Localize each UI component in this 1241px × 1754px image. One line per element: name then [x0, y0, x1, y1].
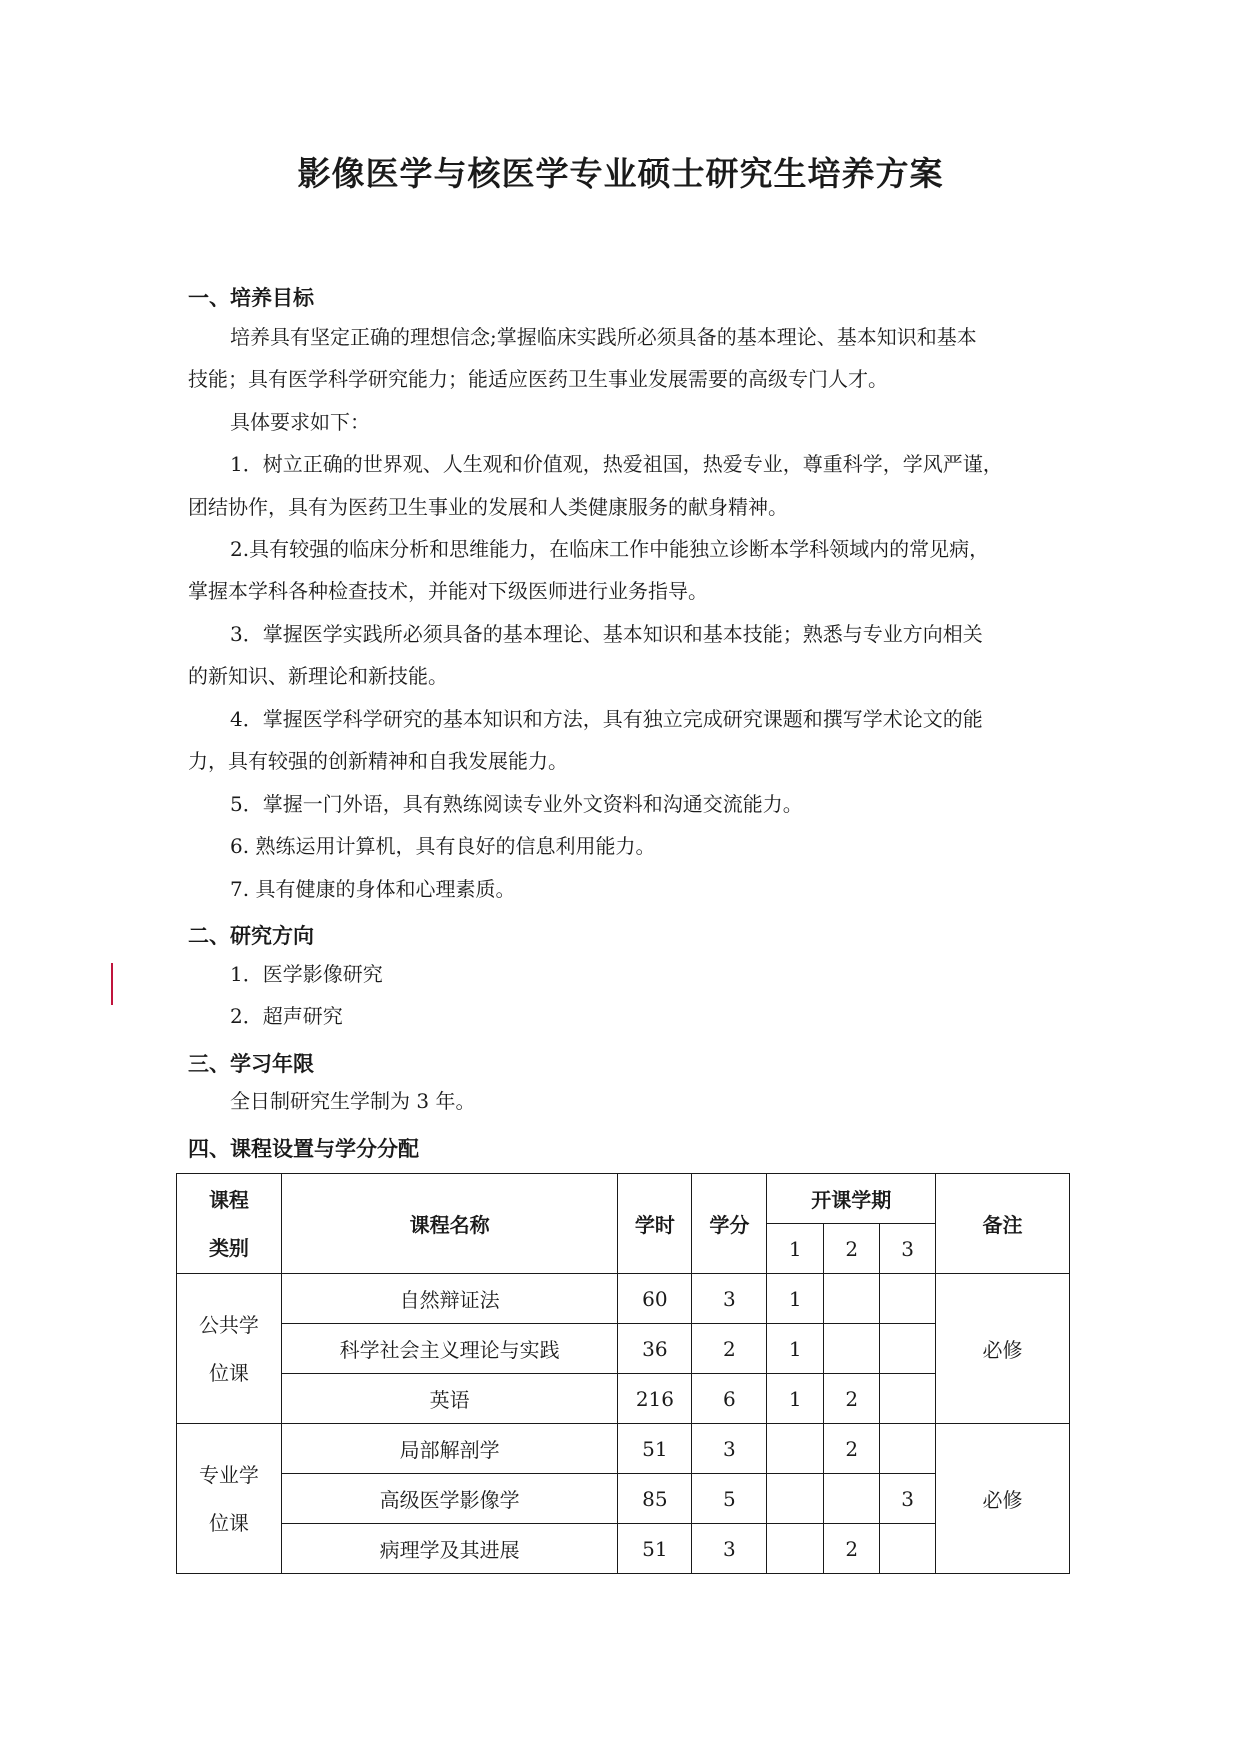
course-name: 病理学及其进展 [281, 1524, 618, 1574]
category-cell [177, 1424, 282, 1574]
paragraph-line: 的新知识、新理论和新技能。 [188, 664, 448, 688]
course-note: 必修 [936, 1424, 1070, 1574]
course-credits: 3 [692, 1424, 767, 1474]
course-hours: 60 [618, 1274, 692, 1324]
course-term-1 [767, 1524, 824, 1574]
paragraph-line: 技能；具有医学科学研究能力；能适应医药卫生事业发展需要的高级专门人才。 [188, 367, 888, 391]
list-item: 7. 具有健康的身体和心理素质。 [230, 877, 516, 901]
course-term-1 [767, 1424, 824, 1474]
table-header-row [177, 1174, 1070, 1224]
course-term-2: 2 [824, 1524, 880, 1574]
course-hours: 51 [618, 1524, 692, 1574]
list-item: 2．超声研究 [230, 1004, 343, 1028]
course-term-3: 3 [880, 1474, 936, 1524]
paragraph-line: 具体要求如下： [230, 410, 370, 434]
category-bottom: 位课 [208, 1510, 249, 1535]
list-item: 2.具有较强的临床分析和思维能力，在临床工作中能独立诊断本学科领域内的常见病， [230, 537, 990, 561]
table-row [177, 1524, 1070, 1574]
course-hours: 36 [618, 1324, 692, 1374]
section-heading-research: 二、研究方向 [188, 924, 314, 948]
section-heading-goals: 一、培养目标 [188, 286, 314, 310]
course-credits: 6 [692, 1374, 767, 1424]
course-name: 科学社会主义理论与实践 [281, 1324, 618, 1374]
header-term-3: 3 [880, 1224, 936, 1274]
course-name: 英语 [281, 1374, 618, 1424]
course-term-1: 1 [767, 1374, 824, 1424]
list-item: 6. 熟练运用计算机，具有良好的信息利用能力。 [230, 834, 656, 858]
paragraph-line: 团结协作，具有为医药卫生事业的发展和人类健康服务的献身精神。 [188, 495, 788, 519]
header-credits: 学分 [692, 1174, 767, 1274]
course-term-1: 1 [767, 1324, 824, 1374]
list-item: 5．掌握一门外语，具有熟练阅读专业外文资料和沟通交流能力。 [230, 792, 803, 816]
section-heading-duration: 三、学习年限 [188, 1052, 314, 1076]
table-row [177, 1374, 1070, 1424]
category-top: 专业学 [198, 1462, 259, 1487]
table-row [177, 1324, 1070, 1374]
header-note: 备注 [936, 1174, 1070, 1274]
paragraph-line: 力，具有较强的创新精神和自我发展能力。 [188, 749, 568, 773]
paragraph-line: 培养具有坚定正确的理想信念;掌握临床实践所必须具备的基本理论、基本知识和基本 [230, 325, 977, 349]
category-bottom: 位课 [208, 1360, 249, 1385]
list-item: 1．树立正确的世界观、人生观和价值观，热爱祖国，热爱专业，尊重科学，学风严谨， [230, 452, 1003, 476]
course-term-3 [880, 1524, 936, 1574]
header-term: 开课学期 [767, 1174, 936, 1224]
margin-mark [111, 963, 113, 1005]
course-credits: 2 [692, 1324, 767, 1374]
course-term-3 [880, 1324, 936, 1374]
course-table [176, 1173, 1070, 1574]
header-category-top: 课程 [208, 1187, 249, 1212]
paragraph-line: 掌握本学科各种检查技术，并能对下级医师进行业务指导。 [188, 579, 708, 603]
header-hours: 学时 [618, 1174, 692, 1274]
header-course-name: 课程名称 [281, 1174, 618, 1274]
course-hours: 85 [618, 1474, 692, 1524]
header-category-bottom: 类别 [208, 1235, 249, 1260]
course-term-2: 2 [824, 1374, 880, 1424]
course-hours: 216 [618, 1374, 692, 1424]
header-term-2: 2 [824, 1224, 880, 1274]
course-name: 自然辩证法 [281, 1274, 618, 1324]
paragraph-line: 全日制研究生学制为 3 年。 [230, 1089, 476, 1113]
table-row [177, 1424, 1070, 1474]
course-credits: 5 [692, 1474, 767, 1524]
table-row [177, 1474, 1070, 1524]
header-category [177, 1174, 282, 1274]
course-term-3 [880, 1274, 936, 1324]
course-hours: 51 [618, 1424, 692, 1474]
list-item: 4．掌握医学科学研究的基本知识和方法，具有独立完成研究课题和撰写学术论文的能 [230, 707, 983, 731]
course-term-1: 1 [767, 1274, 824, 1324]
list-item: 1．医学影像研究 [230, 962, 383, 986]
course-note: 必修 [936, 1274, 1070, 1424]
section-heading-courses: 四、课程设置与学分分配 [188, 1137, 419, 1161]
course-term-2 [824, 1474, 880, 1524]
category-top: 公共学 [198, 1312, 259, 1337]
list-item: 3．掌握医学实践所必须具备的基本理论、基本知识和基本技能；熟悉与专业方向相关 [230, 622, 983, 646]
course-credits: 3 [692, 1524, 767, 1574]
course-name: 局部解剖学 [281, 1424, 618, 1474]
course-term-2 [824, 1274, 880, 1324]
category-cell [177, 1274, 282, 1424]
course-name: 高级医学影像学 [281, 1474, 618, 1524]
course-credits: 3 [692, 1274, 767, 1324]
page-title: 影像医学与核医学专业硕士研究生培养方案 [297, 154, 944, 193]
header-term-1: 1 [767, 1224, 824, 1274]
table-row [177, 1274, 1070, 1324]
course-term-3 [880, 1374, 936, 1424]
course-term-3 [880, 1424, 936, 1474]
course-term-2 [824, 1324, 880, 1374]
course-term-1 [767, 1474, 824, 1524]
course-term-2: 2 [824, 1424, 880, 1474]
